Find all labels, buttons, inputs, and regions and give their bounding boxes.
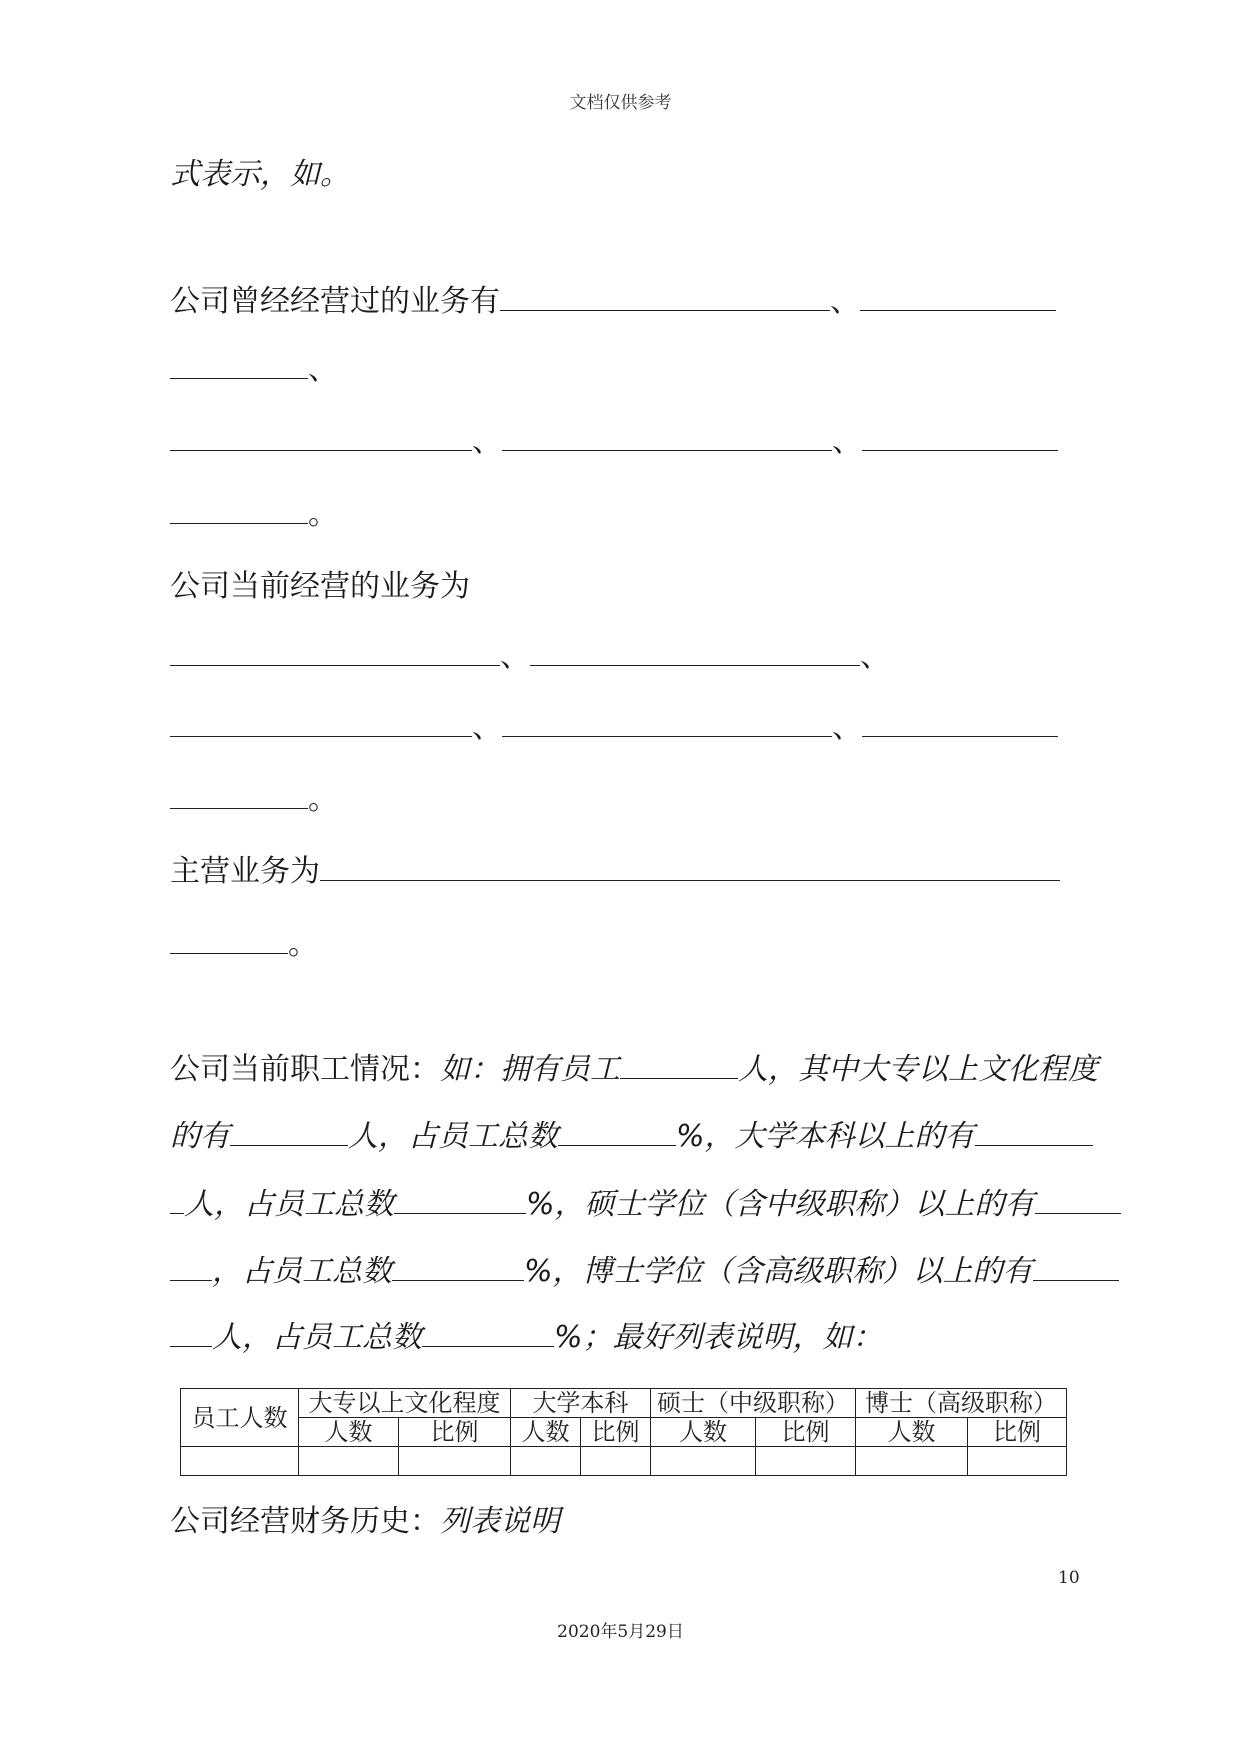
blank-field[interactable] [500,284,830,311]
table-cell[interactable] [299,1447,399,1476]
period: 。 [308,497,338,532]
blank-field[interactable] [320,854,1060,881]
table-header-row [181,1389,1067,1418]
blank-field[interactable] [170,424,472,451]
staff-text: %，博士学位（含高级职称）以上的有 [524,1254,1033,1289]
separator: 、 [500,639,530,674]
main-business-line-1 [170,852,1060,892]
table-row-header: 员工人数 [181,1389,299,1447]
staff-line-3 [170,1185,1121,1225]
current-business-line-3 [170,780,338,820]
page-header: 文档仅供参考 [569,93,672,113]
staff-text: %，硕士学位（含中级职称）以上的有 [526,1187,1035,1222]
blank-field[interactable] [170,1187,184,1214]
past-business-line-3 [170,422,1058,462]
staff-text: 人，其中大专以上文化程度 [738,1052,1098,1087]
blank-field[interactable] [170,782,308,809]
blank-field[interactable] [230,1119,348,1146]
table-subheader: 比例 [756,1418,856,1447]
table-group-header: 硕士（中级职称） [651,1389,856,1418]
blank-field[interactable] [530,639,860,666]
page-number: 10 [1058,1568,1080,1588]
separator: 、 [308,352,338,387]
main-business-line-2 [170,925,318,965]
finance-history-line [170,1502,560,1542]
current-business-line-2 [170,708,1058,748]
staff-prefix: 公司当前职工情况： [170,1052,440,1087]
staff-text: 的有 [170,1119,230,1154]
staff-table [180,1388,1067,1476]
separator: 、 [830,284,860,319]
blank-field[interactable] [862,710,1058,737]
table-group-header: 博士（高级职称） [856,1389,1067,1418]
finance-history-note: 列表说明 [440,1504,560,1539]
blank-field[interactable] [862,424,1058,451]
table-cell[interactable] [651,1447,756,1476]
staff-text: 人，占员工总数 [348,1119,558,1154]
table-subheader: 比例 [581,1418,651,1447]
table-cell[interactable] [511,1447,581,1476]
past-business-label: 公司曾经经营过的业务有 [170,284,500,319]
table-cell[interactable] [756,1447,856,1476]
table-subheader: 比例 [399,1418,511,1447]
current-business-label: 公司当前经营的业务为 [170,569,470,604]
staff-text: 如：拥有员工 [440,1052,620,1087]
separator: 、 [860,639,890,674]
table-subheader: 人数 [856,1418,968,1447]
table-cell[interactable] [181,1447,299,1476]
main-business-label: 主营业务为 [170,854,320,889]
continued-sentence: 式表示，如。 [170,157,350,192]
table-cell[interactable] [856,1447,968,1476]
staff-text: ，占员工总数 [212,1254,392,1289]
blank-field[interactable] [1033,1254,1119,1281]
page-footer-date: 2020年5月29日 [557,1622,684,1642]
blank-field[interactable] [170,1254,212,1281]
past-business-line-4 [170,495,338,535]
staff-line-1 [170,1050,1098,1090]
staff-text: 人，占员工总数 [184,1187,394,1222]
separator: 、 [832,424,862,459]
past-business-line-2 [170,350,338,390]
table-cell[interactable] [581,1447,651,1476]
blank-field[interactable] [502,424,832,451]
table-subheader: 人数 [299,1418,399,1447]
table-group-header: 大专以上文化程度 [299,1389,511,1418]
table-row [181,1447,1067,1476]
separator: 、 [832,710,862,745]
blank-field[interactable] [502,710,832,737]
separator: 、 [472,424,502,459]
table-cell[interactable] [399,1447,511,1476]
blank-field[interactable] [170,497,308,524]
table-subheader: 人数 [651,1418,756,1447]
blank-field[interactable] [1035,1187,1121,1214]
blank-field[interactable] [170,1320,212,1347]
finance-history-label: 公司经营财务历史： [170,1504,440,1539]
current-business-line-1 [170,637,890,677]
blank-field[interactable] [975,1119,1093,1146]
blank-field[interactable] [170,927,288,954]
period: 。 [288,927,318,962]
blank-field[interactable] [170,639,500,666]
table-subheader: 比例 [968,1418,1067,1447]
staff-text: 人，占员工总数 [212,1320,422,1355]
separator: 、 [472,710,502,745]
blank-field[interactable] [170,710,472,737]
blank-field[interactable] [170,352,308,379]
past-business-line-1 [170,282,1056,322]
staff-line-5 [170,1318,883,1358]
blank-field[interactable] [394,1187,526,1214]
blank-field[interactable] [860,284,1056,311]
staff-line-4 [170,1252,1119,1292]
table-cell[interactable] [968,1447,1067,1476]
blank-field[interactable] [422,1320,554,1347]
blank-field[interactable] [620,1052,738,1079]
blank-field[interactable] [558,1119,676,1146]
staff-text: %，大学本科以上的有 [676,1119,975,1154]
table-subheader: 人数 [511,1418,581,1447]
blank-field[interactable] [392,1254,524,1281]
period: 。 [308,782,338,817]
table-subheader-row [181,1418,1067,1447]
table-group-header: 大学本科 [511,1389,651,1418]
staff-line-2 [170,1117,1093,1157]
staff-text: %；最好列表说明，如： [554,1320,883,1355]
